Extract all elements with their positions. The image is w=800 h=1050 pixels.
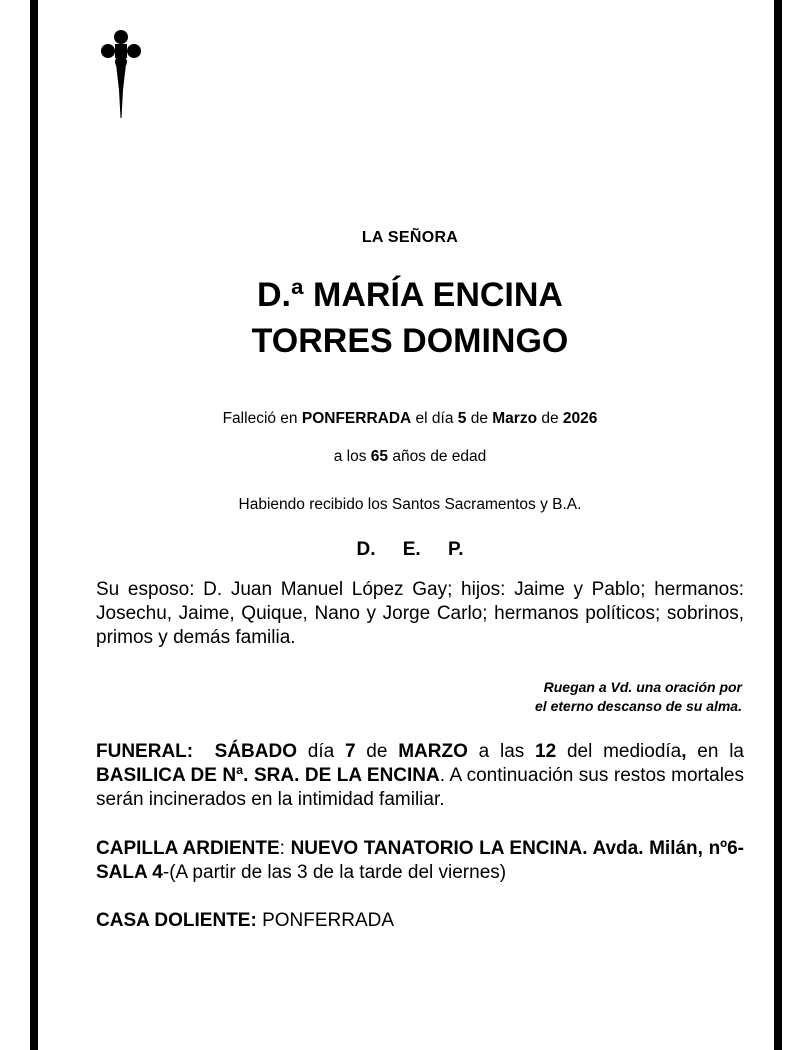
page-border bbox=[30, 0, 782, 1050]
death-prefix: Falleció en bbox=[222, 410, 302, 427]
prayer-line2: el eterno descanso de su alma. bbox=[535, 698, 742, 714]
chapel-colon: : bbox=[279, 838, 291, 859]
deceased-name bbox=[38, 272, 782, 364]
death-month-text: de bbox=[466, 410, 493, 427]
age-suffix: años de edad bbox=[388, 448, 487, 465]
cross-icon bbox=[96, 28, 146, 120]
age-notice bbox=[38, 448, 782, 466]
house-info bbox=[96, 909, 744, 933]
funeral-label: FUNERAL: bbox=[96, 741, 194, 762]
prayer-request bbox=[382, 678, 742, 716]
funeral-church: BASILICA DE Nª. SRA. DE LA ENCINA bbox=[96, 765, 440, 786]
chapel-place: NUEVO TANATORIO LA ENCINA. Avda. Milán, nº6- SALA 4 bbox=[96, 838, 745, 883]
header-label: LA SEÑORA bbox=[361, 229, 459, 246]
funeral-weekday: SÁBADO bbox=[214, 741, 297, 762]
house-place: PONFERRADA bbox=[256, 910, 395, 931]
death-month: Marzo bbox=[492, 410, 538, 427]
house-label: CASA DOLIENTE: bbox=[96, 910, 257, 931]
age-value: 65 bbox=[370, 448, 389, 465]
chapel-note: -(A partir de las 3 de la tarde del viernes) bbox=[162, 862, 507, 883]
death-place: PONFERRADA bbox=[301, 410, 412, 427]
deceased-name-line2: TORRES DOMINGO bbox=[251, 322, 569, 360]
death-day: 5 bbox=[457, 410, 467, 427]
funeral-comma: , bbox=[681, 741, 687, 762]
funeral-of-text: de bbox=[355, 741, 399, 762]
funeral-in-text: en la bbox=[686, 741, 744, 762]
funeral-noon-text: del mediodía bbox=[556, 741, 682, 762]
family-list: Su esposo: D. Juan Manuel López Gay; hijos: Jaime y Pablo; hermanos: Josechu, Jaime, Quique, Nano y Jorge Carlo; hermanos políticos; sobrinos, primos y demás familia. bbox=[96, 579, 744, 648]
death-year-text: de bbox=[537, 410, 563, 427]
funeral-info bbox=[96, 740, 744, 812]
death-day-text: el día bbox=[411, 410, 458, 427]
chapel-info bbox=[96, 837, 744, 885]
funeral-hour: 12 bbox=[535, 741, 557, 762]
funeral-day-text: día bbox=[297, 741, 345, 762]
funeral-rest-text: . A continuación sus restos mortales serán incinerados en la intimidad familiar. bbox=[96, 765, 744, 810]
prayer-line1: Ruegan a Vd. una oración por bbox=[543, 679, 742, 695]
chapel-label: CAPILLA ARDIENTE bbox=[96, 838, 280, 859]
funeral-time-text: a las bbox=[467, 741, 536, 762]
funeral-day: 7 bbox=[344, 741, 356, 762]
age-prefix: a los bbox=[333, 448, 371, 465]
funeral-month: MARZO bbox=[398, 741, 468, 762]
death-notice bbox=[38, 410, 782, 428]
sacraments-notice: Habiendo recibido los Santos Sacramentos y B.A. bbox=[238, 496, 582, 513]
deceased-name-line1: D.ª MARÍA ENCINA bbox=[257, 276, 563, 314]
death-year: 2026 bbox=[562, 410, 598, 427]
rip-initials: D. E. P. bbox=[356, 539, 464, 560]
